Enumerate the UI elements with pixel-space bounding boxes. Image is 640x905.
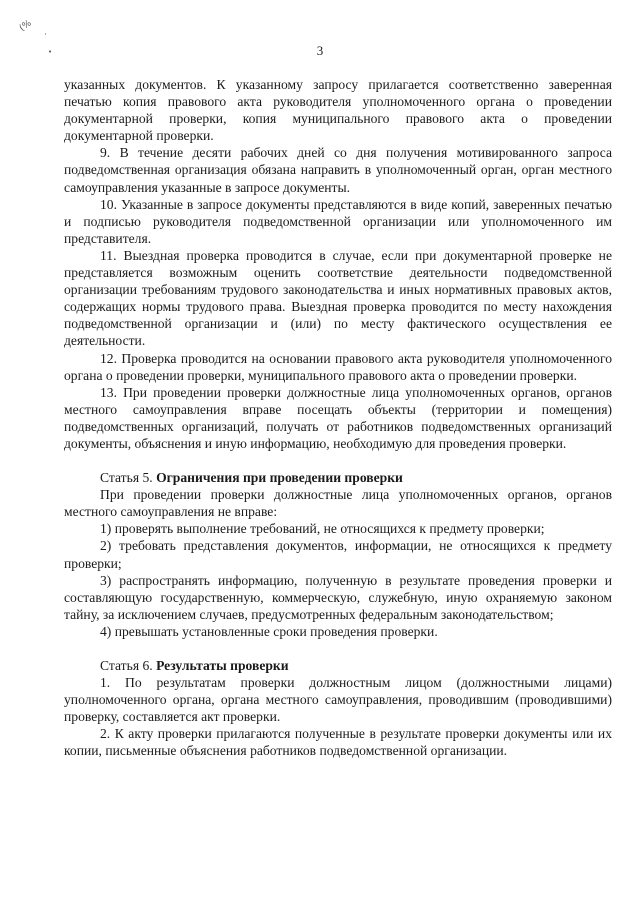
list-item: 1) проверять выполнение требований, не относящихся к предмету проверки;: [100, 521, 545, 537]
article-5-heading: [64, 469, 612, 486]
page-number: 3: [316, 43, 324, 58]
list-item: 3) распространять информацию, полученную в результате проведения проверки и составляющую государственную, коммерческую, служебную, иную охраняемую законом тайну, за исключением случаев, предусмотренных федеральным законодательством;: [64, 572, 612, 622]
paragraph: 2. К акту проверки прилагаются полученные в результате проверки документы или их копии, письменные объяснения работников подведомственной организации.: [64, 726, 612, 759]
paragraph: 9. В течение десяти рабочих дней со дня получения мотивированного запроса подведомственная организация обязана направить в уполномоченный орган, орган местного самоуправления указанные в запросе документы.: [64, 145, 612, 195]
paragraph: 1. По результатам проверки должностным лицом (должностными лицами) уполномоченного органа, органа местного самоуправления, проводившим (проводившими) проверку, составляется акт проверки.: [64, 675, 612, 725]
article-5-title: Ограничения при проведении проверки: [156, 470, 403, 486]
article-6-title: Результаты проверки: [156, 658, 289, 673]
article-5-prefix: Статья 5.: [100, 470, 157, 486]
article-6-heading: [64, 657, 612, 674]
paragraph: 11. Выездная проверка проводится в случае, если при документарной проверке не представляется возможным оценить соответствие деятельности подведомственной организации требованиям трудового законодательства и иных нормативных правовых актов, содержащих нормы трудового права. Выездная проверка проводится по месту нахождения подведомственной организации и (или) по месту фактического осуществления ее деятельности.: [64, 247, 612, 349]
scan-mark: •: [48, 48, 53, 56]
paragraph: указанных документов. К указанному запросу прилагается соответственно заверенная печатью копия правового акта руководителя уполномоченного органа о проведении документарной проверки, копия муниципального правового акта о проведении документарной проверки.: [64, 77, 612, 144]
scan-mark: (%: [17, 18, 34, 34]
scan-mark: ·: [44, 30, 47, 40]
paragraph: 13. При проведении проверки должностные лица уполномоченных органов, органов местного самоуправления вправе посещать объекты (территории и помещения) подведомственных организаций, получать от работников подведомственных организаций документы, объяснения и иную информацию, необходимую для проведения проверки.: [64, 384, 612, 451]
list-item: 2) требовать представления документов, информации, не относящихся к предмету проверки;: [64, 538, 612, 571]
paragraph: При проведении проверки должностные лица уполномоченных органов, органов местного самоуправления не вправе:: [64, 487, 612, 520]
paragraph: 10. Указанные в запросе документы представляются в виде копий, заверенных печатью и подписью руководителя подведомственной организации или уполномоченного им представителя.: [64, 196, 612, 246]
document-body: [64, 76, 612, 760]
article-6-prefix: Статья 6.: [100, 658, 157, 673]
paragraph: 12. Проверка проводится на основании правового акта руководителя уполномоченного органа о проведении проверки, муниципального правового акта о проведении проверки.: [64, 350, 612, 383]
list-item: 4) превышать установленные сроки проведения проверки.: [100, 623, 438, 639]
